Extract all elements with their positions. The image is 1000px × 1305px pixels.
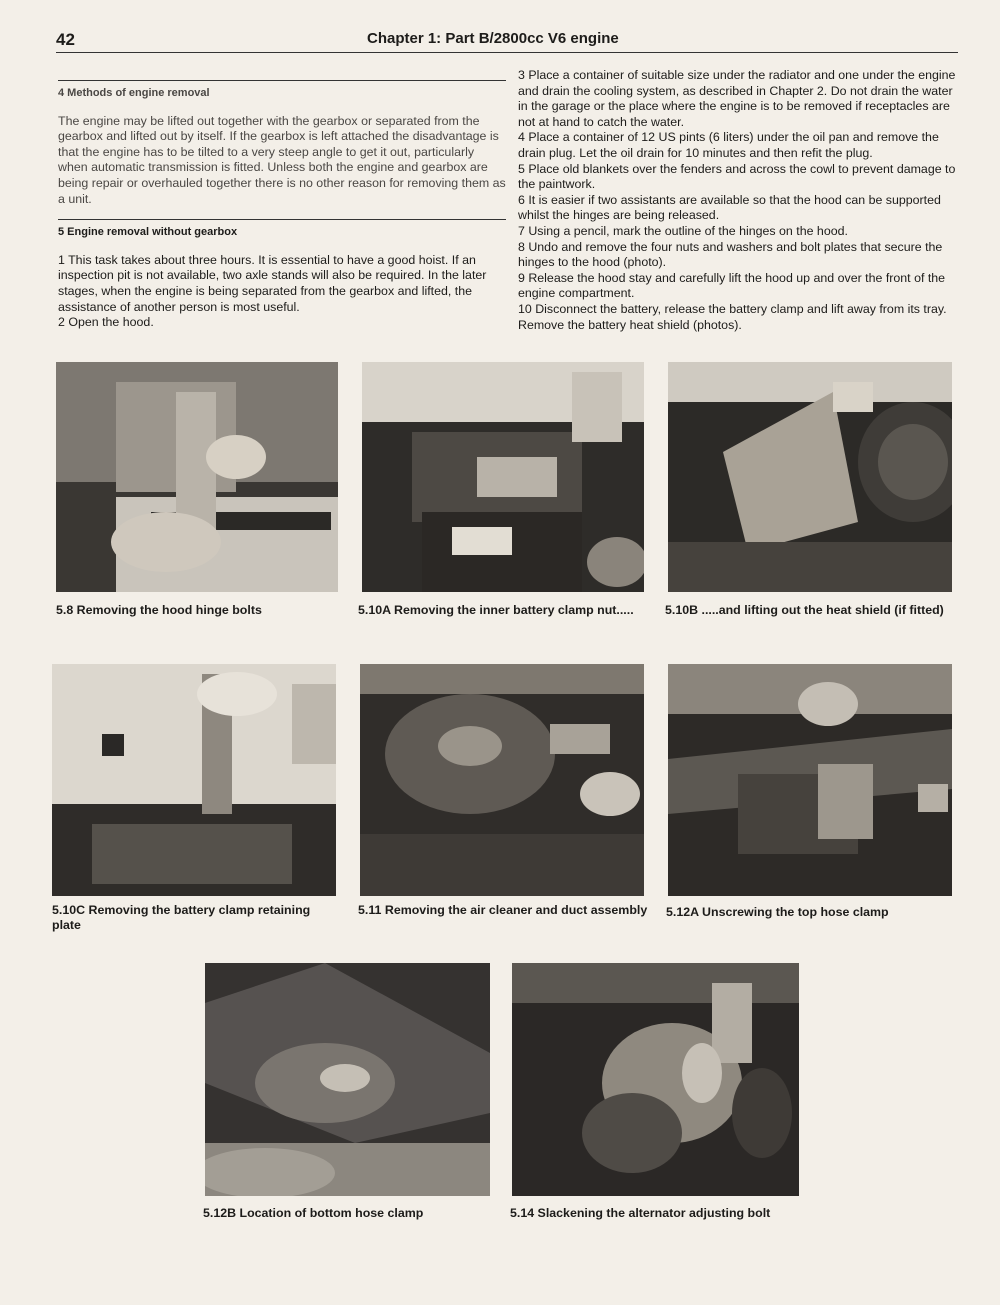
caption-5-12a: 5.12A Unscrewing the top hose clamp: [666, 905, 889, 919]
caption-5-14: 5.14 Slackening the alternator adjusting bolt: [510, 1206, 771, 1220]
step-4: 4 Place a container of 12 US pints (6 liters) under the oil pan and remove the drain plug. Let the oil drain for 10 minutes and then refit the plug.: [518, 130, 939, 160]
page-number: 42: [56, 30, 75, 49]
photo-battery-clamp-nut: [362, 362, 644, 592]
step-8: 8 Undo and remove the four nuts and washers and bolt plates that secure the hinges to the hood (photo).: [518, 239, 943, 270]
step-3: 3 Place a container of suitable size under the radiator and one under the engine and drain the cooling system, as described in Chapter 2. Do not drain the water in the garage or the place where the engine is to be removed if receptacles are not at hand to catch the water.: [518, 68, 956, 129]
step-1: 1 This task takes about three hours. It is essential to have a good hoist. If an inspection pit is not available, two axle stands will also be required. In the later stages, when the engine is being separated from the gearbox and lifted, the assistance of another person is most useful.: [58, 252, 487, 314]
photo-alternator-bolt: [512, 963, 799, 1196]
caption-5-10c: 5.10C Removing the battery clamp retaining plate: [52, 903, 311, 932]
step-7: 7 Using a pencil, mark the outline of the hinges on the hood.: [518, 223, 848, 238]
caption-5-10a: 5.10A Removing the inner battery clamp nut.....: [358, 603, 634, 617]
photo-heat-shield: [668, 362, 952, 592]
section-rule: [58, 80, 506, 81]
photo-bottom-hose-clamp: [205, 963, 490, 1196]
step-5: 5 Place old blankets over the fenders and across the cowl to prevent damage to the paintwork.: [518, 161, 956, 192]
photo-top-hose-clamp: [668, 664, 952, 896]
section-body-methods: The engine may be lifted out together with the gearbox or separated from the gearbox and lifted out by itself. If the gearbox is left attached the disadvantage is that the engine has to be tilted to a very steep angle to get it out, particularly when automatic transmission is fitted. Unless both the engine and gearbox are being repair or overhauled together there is no other reason for removing them as a unit.: [58, 113, 506, 206]
chapter-title: Chapter 1: Part B/2800cc V6 engine: [367, 30, 619, 47]
step-2: 2 Open the hood.: [58, 315, 154, 330]
photo-air-cleaner: [360, 664, 644, 896]
section-heading-removal: 5 Engine removal without gearbox: [58, 226, 238, 239]
header-rule: [56, 52, 958, 53]
caption-5-10b: 5.10B .....and lifting out the heat shield (if fitted): [665, 603, 944, 617]
left-column: [58, 80, 506, 331]
photo-hood-hinge-bolts: [56, 362, 338, 592]
caption-5-8: 5.8 Removing the hood hinge bolts: [56, 603, 262, 617]
step-6: 6 It is easier if two assistants are available so that the hood can be supported whilst the hinges are being released.: [518, 192, 941, 223]
photo-battery-clamp-plate: [52, 664, 336, 896]
caption-5-12b: 5.12B Location of bottom hose clamp: [203, 1206, 424, 1220]
step-9: 9 Release the hood stay and carefully lift the hood up and over the front of the engine compartment.: [518, 270, 946, 301]
step-10: 10 Disconnect the battery, release the battery clamp and lift away from its tray. Remove the battery heat shield (photos).: [518, 301, 947, 332]
section-rule: [58, 219, 506, 220]
section-heading-methods: 4 Methods of engine removal: [58, 87, 210, 99]
right-column: [518, 68, 958, 333]
caption-5-11: 5.11 Removing the air cleaner and duct assembly: [358, 903, 648, 917]
